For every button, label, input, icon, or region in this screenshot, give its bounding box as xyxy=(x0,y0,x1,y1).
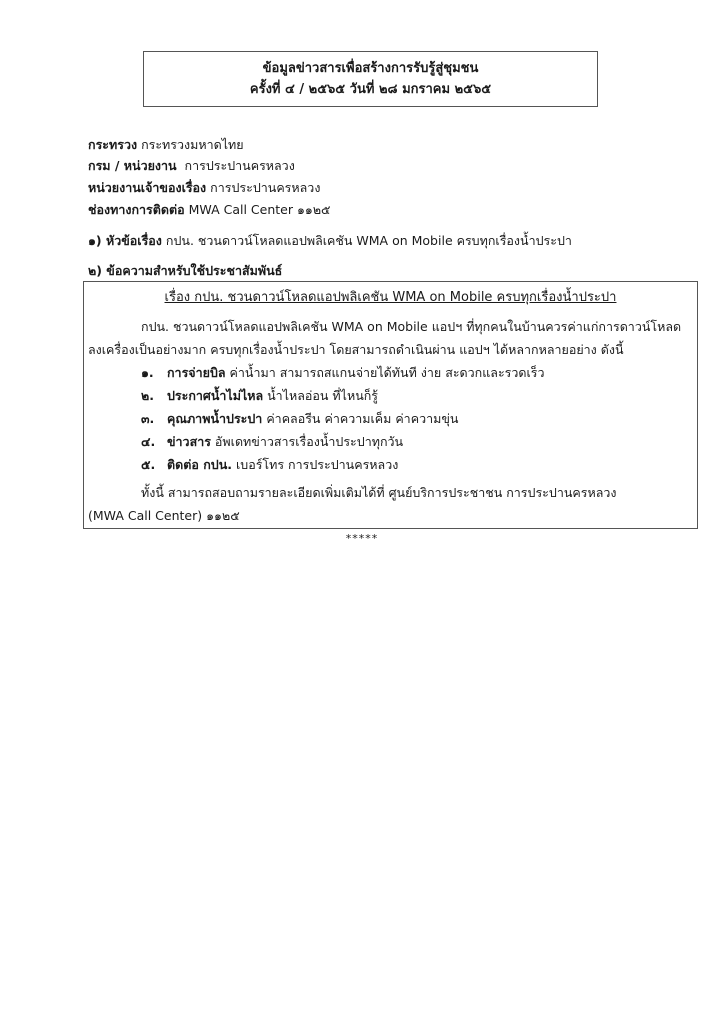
meta-department xyxy=(88,158,295,174)
closing-line-1: ทั้งนี้ สามารถสอบถามรายละเอียดเพิ่มเติมได้ที่ ศูนย์บริการประชาชน การประปานครหลวง xyxy=(141,485,617,500)
section-1-label: ๑) หัวข้อเรื่อง xyxy=(88,233,162,248)
header-box xyxy=(143,51,598,107)
list-item xyxy=(141,457,398,473)
list-item-number: ๓. xyxy=(141,411,155,426)
ministry-label: กระทรวง xyxy=(88,137,138,152)
list-item xyxy=(141,365,545,381)
intro-line-1: กปน. ชวนดาวน์โหลดแอปพลิเคชัน WMA on Mobile แอปฯ ที่ทุกคนในบ้านควรค่าแก่การดาวน์โหลด xyxy=(141,319,682,334)
header-issue-date: ครั้งที่ ๔ / ๒๕๖๕ วันที่ ๒๘ มกราคม ๒๕๖๕ xyxy=(249,82,492,97)
end-marker: ***** xyxy=(345,532,379,545)
meta-contact xyxy=(88,202,331,218)
list-item-text: อัพเดทข่าวสารเรื่องน้ำประปาทุกวัน xyxy=(214,434,404,449)
press-release-box xyxy=(83,281,698,529)
department-label: กรม / หน่วยงาน xyxy=(88,158,177,173)
section-2 xyxy=(88,263,282,279)
list-item xyxy=(141,434,403,450)
list-item-heading: ข่าวสาร xyxy=(166,434,211,449)
list-item-number: ๕. xyxy=(141,457,156,472)
closing-line-2: (MWA Call Center) ๑๑๒๕ xyxy=(88,508,240,523)
section-2-label: ๒) ข้อความสำหรับใช้ประชาสัมพันธ์ xyxy=(88,263,283,278)
owner-value: การประปานครหลวง xyxy=(210,180,321,195)
meta-ministry xyxy=(88,137,244,153)
list-item-text: ค่าน้ำมา สามารถสแกนจ่ายได้ทันที ง่าย สะดวกและรวดเร็ว xyxy=(229,365,545,380)
department-value: การประปานครหลวง xyxy=(184,158,295,173)
list-item-number: ๔. xyxy=(141,434,156,449)
list-item xyxy=(141,388,378,404)
list-item-heading: คุณภาพน้ำประปา xyxy=(166,411,263,426)
list-item-heading: ประกาศน้ำไม่ไหล xyxy=(166,388,264,403)
ministry-value: กระทรวงมหาดไทย xyxy=(141,137,244,152)
owner-label: หน่วยงานเจ้าของเรื่อง xyxy=(88,180,207,195)
contact-value: MWA Call Center ๑๑๒๕ xyxy=(188,202,331,217)
section-1-value: กปน. ชวนดาวน์โหลดแอปพลิเคชัน WMA on Mobile ครบทุกเรื่องน้ำประปา xyxy=(165,233,572,248)
list-item-text: ค่าคลอรีน ค่าความเค็ม ค่าความขุ่น xyxy=(266,411,459,426)
list-item-heading: ติดต่อ กปน. xyxy=(166,457,232,472)
list-item-number: ๑. xyxy=(141,365,154,380)
section-1 xyxy=(88,233,572,249)
list-item-text: น้ำไหลอ่อน ที่ไหนก็รู้ xyxy=(267,388,379,403)
list-item-heading: การจ่ายบิล xyxy=(166,365,226,380)
meta-owner xyxy=(88,180,320,196)
header-title: ข้อมูลข่าวสารเพื่อสร้างการรับรู้สู่ชุมชน xyxy=(262,61,479,76)
list-item-text: เบอร์โทร การประปานครหลวง xyxy=(235,457,399,472)
intro-line-2: ลงเครื่องเป็นอย่างมาก ครบทุกเรื่องน้ำประปา โดยสามารถดำเนินผ่าน แอปฯ ได้หลากหลายอย่าง ดังนี้ xyxy=(88,342,624,357)
press-release-title: เรื่อง กปน. ชวนดาวน์โหลดแอปพลิเคชัน WMA on Mobile ครบทุกเรื่องน้ำประปา xyxy=(164,290,617,305)
list-item-number: ๒. xyxy=(141,388,154,403)
list-item xyxy=(141,411,458,427)
contact-label: ช่องทางการติดต่อ xyxy=(88,202,185,217)
